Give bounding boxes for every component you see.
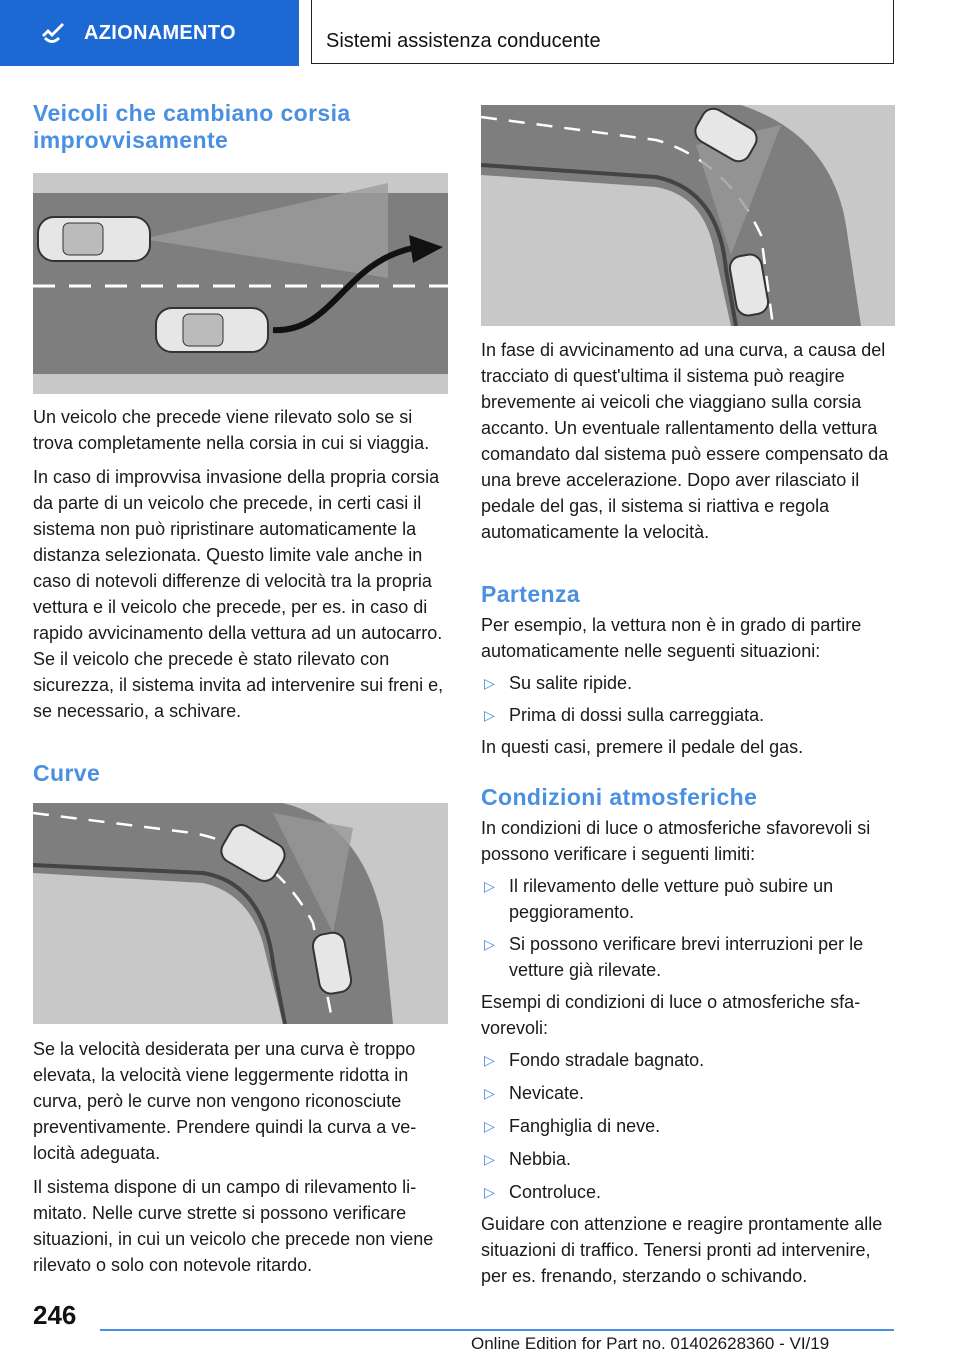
list-item: ▷ Si possono verificare brevi interruzioni per le vetture già rilevate. xyxy=(481,931,895,983)
left-column xyxy=(33,100,448,1278)
list-item: ▷ Prima di dossi sulla carreggiata. xyxy=(481,702,895,728)
edition-note: Online Edition for Part no. 01402628360 - VI/19 xyxy=(471,1334,830,1353)
para-cut-in: In caso di improvvisa invasione della propria corsia da parte di un veicolo che precede, in certi casi il sistema non può ripristinare automaticamente la distanza selezionata. Questo limite vale anche in caso di notevoli differenze di velocità tra la propria vettura e il veicolo che precede, per es. in caso di rapido avvicinamento della vettura ad un autocarro. Se il veicolo che precede è stato rilevato con sicurezza, il sistema invita ad intervenire sui freni e, se necessario, a schivare. xyxy=(33,467,444,721)
para-curve-speed: Se la velocità desiderata per una curva è troppo elevata, la velocità viene leggermente ridotta in curva, però le curve non vengono riconosciute preventivamente. Prendere quindi la curva a velocità adeguata. xyxy=(33,1039,417,1163)
curve-illustration-right xyxy=(481,105,895,326)
list-item: ▷ Il rilevamento delle vetture può subire un peggioramento. xyxy=(481,873,895,925)
list-item: ▷ Fondo stradale bagnato. xyxy=(481,1047,895,1073)
list-item: ▷ Controluce. xyxy=(481,1179,895,1205)
para-detection: Un veicolo che precede viene rilevato solo se si trova completamente nella corsia in cui si viaggia. xyxy=(33,407,430,453)
bullet-arrow-icon: ▷ xyxy=(484,1085,495,1101)
heading-curves: Curve xyxy=(33,760,101,786)
lane-change-illustration xyxy=(33,173,448,394)
para-weather: In condizioni di luce o atmosferiche sfavorevoli si possono verificare i seguenti limiti: xyxy=(481,818,871,864)
curve-illustration-left xyxy=(33,803,448,1024)
list-weather-examples xyxy=(481,1047,895,1205)
car-cutting-in xyxy=(156,308,268,352)
para-approach-curve: In fase di avvicinamento ad una curva, a causa del tracciato di quest'ultima il sistema può reagire brevemente ai veicoli che viaggiano sulla corsia accanto. Un eventuale rallentamento della vettura comandato dal sistema può essere compensato da una breve accelerazione. Dopo aver rilasciato il pedale del gas, il sistema si riattiva e regola automaticamente la velocità. xyxy=(481,340,889,542)
chapter-header xyxy=(311,0,894,64)
list-item: ▷ Nebbia. xyxy=(481,1146,895,1172)
bullet-arrow-icon: ▷ xyxy=(484,936,495,952)
list-weather-limits xyxy=(481,873,895,983)
list-item: ▷ Su salite ripide. xyxy=(481,670,895,696)
page-number: 246 xyxy=(33,1300,77,1330)
heading-departure: Partenza xyxy=(481,581,581,607)
bullet-arrow-icon: ▷ xyxy=(484,1118,495,1134)
bullet-arrow-icon: ▷ xyxy=(484,675,495,691)
list-departure xyxy=(481,670,895,728)
bullet-arrow-icon: ▷ xyxy=(484,707,495,723)
right-column xyxy=(481,100,895,1289)
heading-weather: Condizioni atmosferiche xyxy=(481,784,758,810)
para-press-gas: In questi casi, premere il pedale del gas. xyxy=(481,737,804,757)
para-examples: Esempi di condizioni di luce o atmosferiche sfavorevoli: xyxy=(481,992,861,1038)
steering-hand-icon xyxy=(38,19,66,47)
para-departure: Per esempio, la vettura non è in grado di partire automaticamente nelle seguenti situazioni: xyxy=(481,615,862,661)
list-item: ▷ Fanghiglia di neve. xyxy=(481,1113,895,1139)
footer-rule xyxy=(100,1329,894,1331)
car-ahead xyxy=(38,217,150,261)
heading-lane-change: Veicoli che cambiano corsia improvvisamente xyxy=(33,100,351,153)
list-item: ▷ Nevicate. xyxy=(481,1080,895,1106)
para-detection-range: Il sistema dispone di un campo di rilevamento limitato. Nelle curve strette si possono verificare situazioni, in cui un veicolo che precede non viene rilevato o solo con notevole ritardo. xyxy=(33,1177,434,1275)
bullet-arrow-icon: ▷ xyxy=(484,1184,495,1200)
chapter-title: Sistemi assistenza conducente xyxy=(326,30,601,52)
bullet-arrow-icon: ▷ xyxy=(484,1052,495,1068)
section-tab xyxy=(0,0,299,66)
para-drive-carefully: Guidare con attenzione e reagire prontamente alle situazioni di traffico. Tenersi pronti ad intervenire, per es. frenando, sterzando o schivando. xyxy=(481,1214,883,1286)
bullet-arrow-icon: ▷ xyxy=(484,1151,495,1167)
bullet-arrow-icon: ▷ xyxy=(484,878,495,894)
section-label: AZIONAMENTO xyxy=(84,21,236,44)
